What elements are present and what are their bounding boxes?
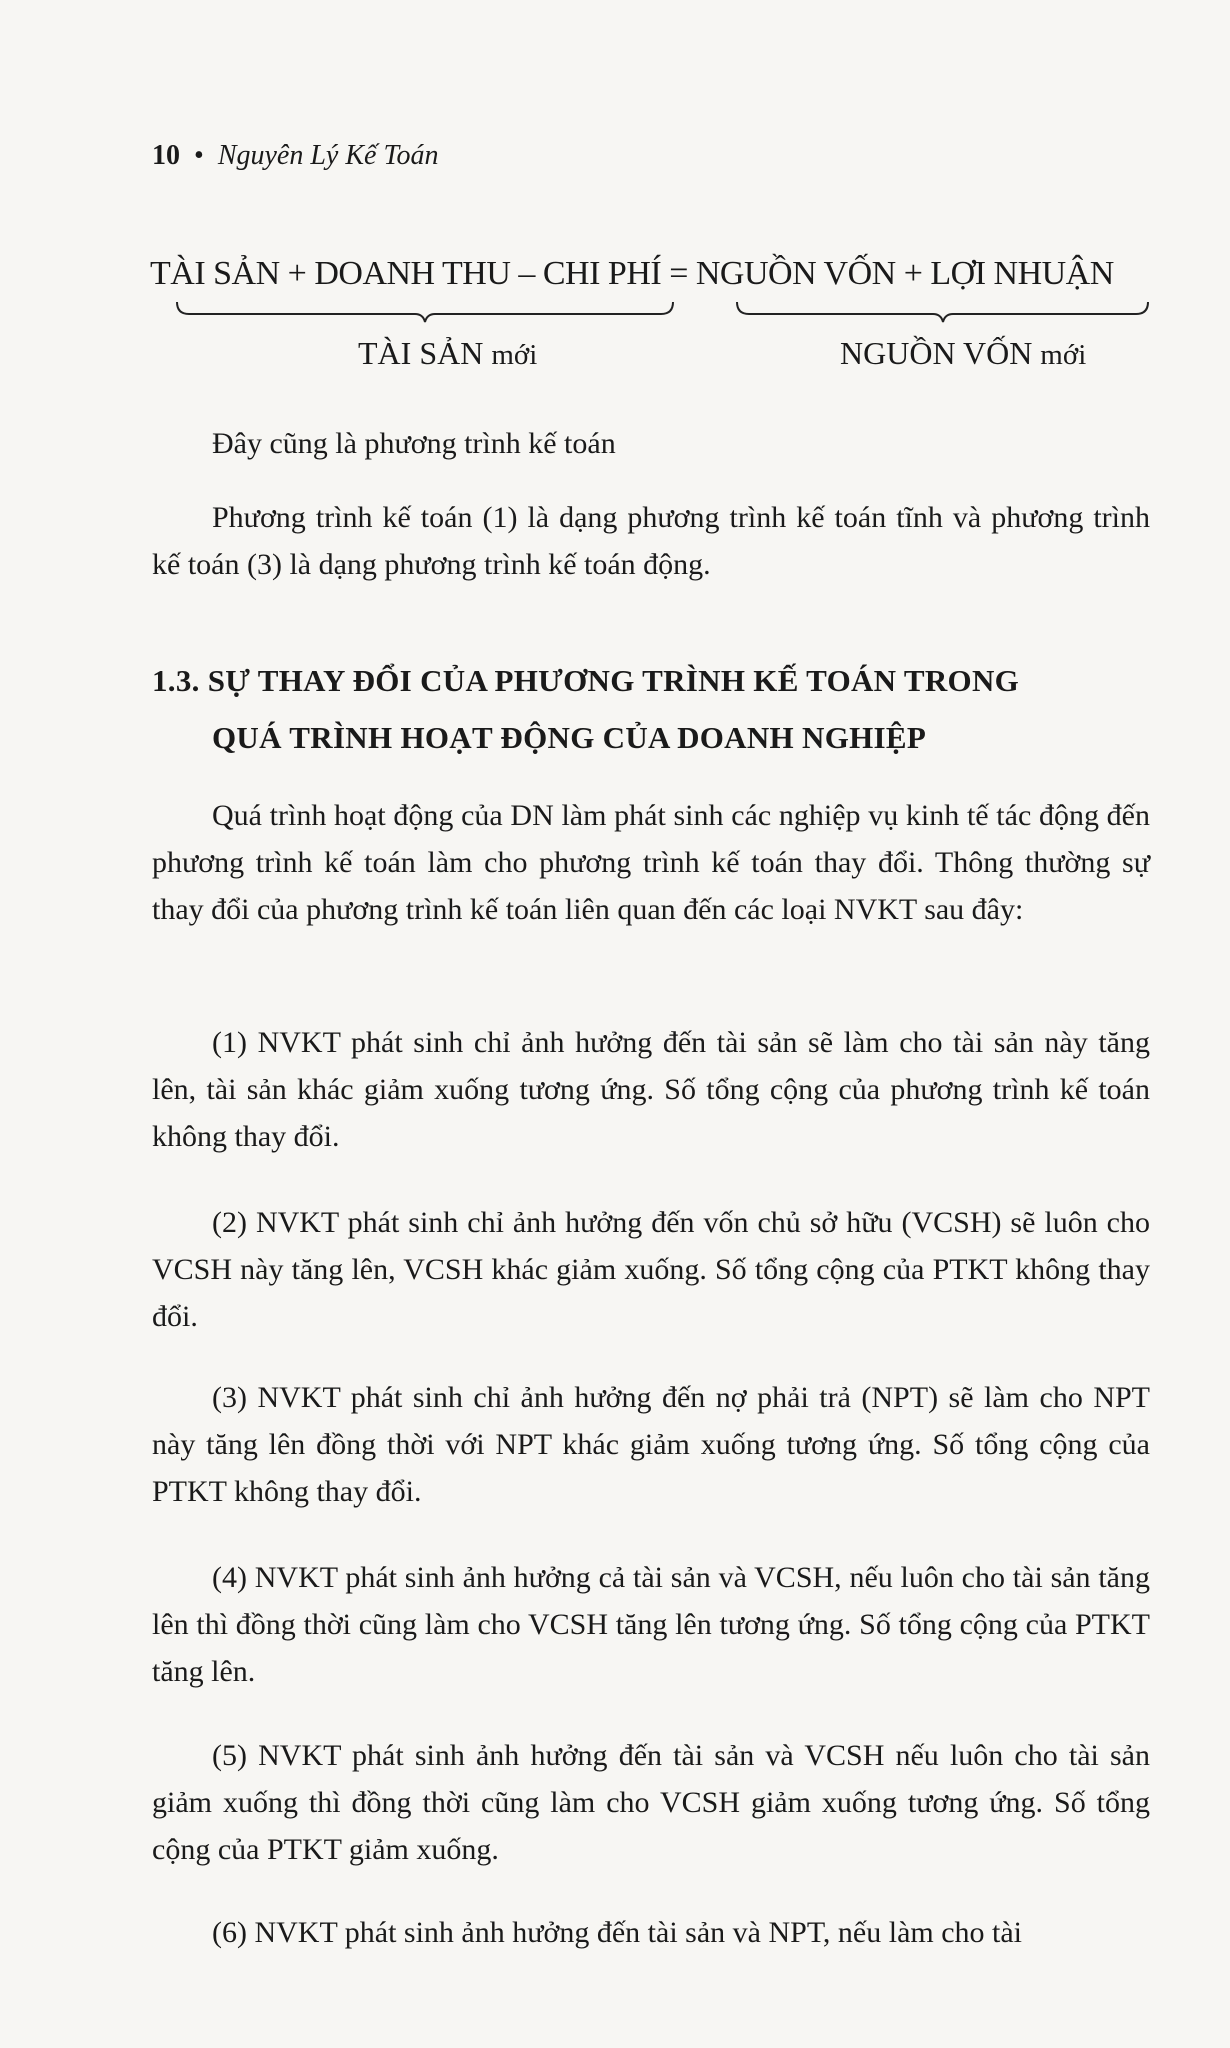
list-item: (4) NVKT phát sinh ảnh hưởng cả tài sản và VCSH, nếu luôn cho tài sản tăng lên thì đồng thời cũng làm cho VCSH tăng lên tương ứng. Số tổng cộng của PTKT tăng lên.: [152, 1561, 1150, 1688]
new-assets-suffix: mới: [491, 339, 538, 371]
paragraph: Phương trình kế toán (1) là dạng phương trình kế toán tĩnh và phương trình kế toán (3) là dạng phương trình kế toán động.: [152, 501, 1150, 581]
new-capital-caps: NGUỒN VỐN: [840, 335, 1033, 371]
new-capital-label: [840, 335, 1086, 372]
paragraph: Đây cũng là phương trình kế toán: [212, 427, 616, 460]
running-header: [152, 140, 438, 172]
left-brace: [175, 300, 675, 324]
header-separator: •: [194, 140, 204, 171]
heading-line-2: QUÁ TRÌNH HOẠT ĐỘNG CỦA DOANH NGHIỆP: [212, 720, 927, 755]
list-item: (6) NVKT phát sinh ảnh hưởng đến tài sản và NPT, nếu làm cho tài: [212, 1916, 1023, 1949]
heading-line-1: 1.3. SỰ THAY ĐỔI CỦA PHƯƠNG TRÌNH KẾ TOÁN TRONG: [152, 663, 1020, 698]
new-capital-suffix: mới: [1040, 339, 1087, 371]
list-item: (2) NVKT phát sinh chỉ ảnh hưởng đến vốn chủ sở hữu (VCSH) sẽ luôn cho VCSH này tăng lên, VCSH khác giảm xuống. Số tổng cộng của PTKT không thay đổi.: [152, 1206, 1150, 1333]
section-intro: Quá trình hoạt động của DN làm phát sinh các nghiệp vụ kinh tế tác động đến phương trình kế toán làm cho phương trình kế toán thay đổi. Thông thường sự thay đổi của phương trình kế toán liên quan đến các loại NVKT sau đây:: [152, 799, 1150, 926]
list-item: (5) NVKT phát sinh ảnh hưởng đến tài sản và VCSH nếu luôn cho tài sản giảm xuống thì đồng thời cũng làm cho VCSH giảm xuống tương ứng. Số tổng cộng của PTKT giảm xuống.: [152, 1739, 1150, 1866]
new-assets-label: [358, 335, 537, 372]
list-item: (1) NVKT phát sinh chỉ ảnh hưởng đến tài sản sẽ làm cho tài sản này tăng lên, tài sản khác giảm xuống tương ứng. Số tổng cộng của phương trình kế toán không thay đổi.: [152, 1026, 1150, 1153]
book-title: Nguyên Lý Kế Toán: [217, 140, 439, 171]
list-item: (3) NVKT phát sinh chỉ ảnh hưởng đến nợ phải trả (NPT) sẽ làm cho NPT này tăng lên đồng thời với NPT khác giảm xuống tương ứng. Số tổng cộng của PTKT không thay đổi.: [152, 1381, 1150, 1508]
page-number: 10: [152, 140, 180, 171]
right-brace: [735, 300, 1150, 324]
accounting-equation: TÀI SẢN + DOANH THU – CHI PHÍ = NGUỒN VỐN + LỢI NHUẬN: [150, 255, 1114, 292]
new-assets-caps: TÀI SẢN: [358, 335, 484, 371]
section-heading: [152, 652, 1152, 766]
